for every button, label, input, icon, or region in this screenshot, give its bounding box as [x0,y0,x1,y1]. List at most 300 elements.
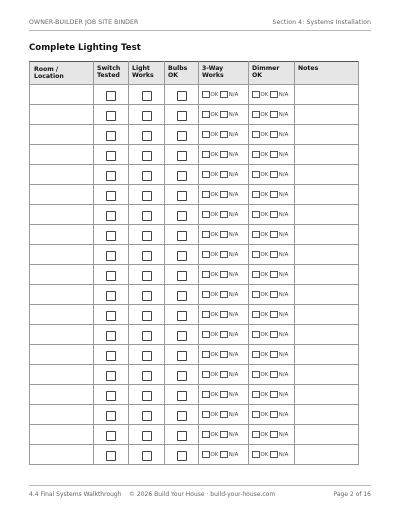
light-works-checkbox[interactable] [142,131,152,141]
three-way-cell [199,105,249,125]
dimmer-ok-checkbox[interactable] [252,391,260,399]
bulbs-ok-checkbox[interactable] [177,351,187,361]
switch-tested-cell [94,325,129,345]
notes-field[interactable] [295,385,359,405]
light-works-checkbox[interactable] [142,251,152,261]
three-way-ok-checkbox[interactable] [202,331,210,339]
footer-page-number: Page 2 of 16 [333,491,371,498]
dimmer-ok-label: OK [260,231,269,238]
table-row [30,185,359,205]
bulbs-ok-cell [165,145,199,165]
switch-tested-cell [94,165,129,185]
bulbs-ok-checkbox[interactable] [177,211,187,221]
dimmer-cell [249,125,295,145]
bulbs-ok-checkbox[interactable] [177,111,187,121]
bulbs-ok-checkbox[interactable] [177,91,187,101]
dimmer-cell [249,445,295,465]
table-row [30,405,359,425]
dimmer-cell [249,425,295,445]
notes-field[interactable] [295,225,359,245]
light-works-checkbox[interactable] [142,451,152,461]
three-way-na-checkbox[interactable] [220,111,228,119]
light-works-checkbox[interactable] [142,411,152,421]
dimmer-na-checkbox[interactable] [270,331,278,339]
switch-tested-checkbox[interactable] [106,131,116,141]
switch-tested-cell [94,265,129,285]
light-works-checkbox[interactable] [142,351,152,361]
dimmer-cell [249,225,295,245]
dimmer-cell [249,85,295,105]
bulbs-ok-cell [165,385,199,405]
three-way-na-checkbox[interactable] [220,431,228,439]
notes-field[interactable] [295,265,359,285]
light-works-cell [129,205,165,225]
table-row [30,105,359,125]
dimmer-na-label: N/A [278,431,289,438]
room-location-field[interactable] [30,305,94,325]
three-way-na-label: N/A [228,411,239,418]
notes-field[interactable] [295,325,359,345]
dimmer-ok-label: OK [260,311,269,318]
dimmer-na-checkbox[interactable] [270,371,278,379]
dimmer-na-label: N/A [278,351,289,358]
three-way-ok-checkbox[interactable] [202,431,210,439]
room-location-field[interactable] [30,165,94,185]
dimmer-na-checkbox[interactable] [270,171,278,179]
three-way-na-checkbox[interactable] [220,191,228,199]
three-way-ok-label: OK [210,251,219,258]
switch-tested-checkbox[interactable] [106,371,116,381]
dimmer-na-checkbox[interactable] [270,251,278,259]
three-way-na-label: N/A [228,131,239,138]
three-way-na-checkbox[interactable] [220,171,228,179]
dimmer-ok-checkbox[interactable] [252,151,260,159]
bulbs-ok-cell [165,205,199,225]
room-location-field[interactable] [30,265,94,285]
switch-tested-cell [94,85,129,105]
three-way-ok-label: OK [210,111,219,118]
footer-section: 4.4 Final Systems Walkthrough [29,491,122,498]
dimmer-na-checkbox[interactable] [270,111,278,119]
three-way-ok-label: OK [210,311,219,318]
dimmer-ok-label: OK [260,251,269,258]
dimmer-ok-label: OK [260,351,269,358]
three-way-na-label: N/A [228,211,239,218]
col-room-location: Room / Location [30,62,94,85]
dimmer-na-label: N/A [278,371,289,378]
light-works-checkbox[interactable] [142,371,152,381]
bulbs-ok-checkbox[interactable] [177,391,187,401]
dimmer-cell [249,345,295,365]
three-way-cell [199,265,249,285]
dimmer-na-checkbox[interactable] [270,391,278,399]
notes-field[interactable] [295,185,359,205]
room-location-field[interactable] [30,245,94,265]
col-dimmer-ok: Dimmer OK [249,62,295,85]
switch-tested-checkbox[interactable] [106,451,116,461]
bulbs-ok-cell [165,245,199,265]
dimmer-na-checkbox[interactable] [270,291,278,299]
three-way-ok-label: OK [210,91,219,98]
bulbs-ok-cell [165,365,199,385]
three-way-cell [199,205,249,225]
switch-tested-checkbox[interactable] [106,171,116,181]
three-way-ok-label: OK [210,171,219,178]
dimmer-ok-checkbox[interactable] [252,251,260,259]
three-way-ok-checkbox[interactable] [202,171,210,179]
three-way-ok-checkbox[interactable] [202,351,210,359]
light-works-checkbox[interactable] [142,291,152,301]
dimmer-ok-checkbox[interactable] [252,411,260,419]
light-works-checkbox[interactable] [142,331,152,341]
three-way-na-label: N/A [228,251,239,258]
notes-field[interactable] [295,145,359,165]
switch-tested-cell [94,445,129,465]
three-way-na-checkbox[interactable] [220,211,228,219]
table-row [30,345,359,365]
dimmer-na-checkbox[interactable] [270,211,278,219]
switch-tested-checkbox[interactable] [106,251,116,261]
switch-tested-checkbox[interactable] [106,431,116,441]
light-works-checkbox[interactable] [142,271,152,281]
room-location-field[interactable] [30,385,94,405]
three-way-na-checkbox[interactable] [220,391,228,399]
three-way-ok-checkbox[interactable] [202,411,210,419]
table-row [30,145,359,165]
three-way-ok-checkbox[interactable] [202,311,210,319]
three-way-na-checkbox[interactable] [220,371,228,379]
three-way-na-checkbox[interactable] [220,331,228,339]
light-works-checkbox[interactable] [142,391,152,401]
bulbs-ok-checkbox[interactable] [177,171,187,181]
bulbs-ok-checkbox[interactable] [177,311,187,321]
dimmer-cell [249,325,295,345]
three-way-na-checkbox[interactable] [220,151,228,159]
switch-tested-checkbox[interactable] [106,291,116,301]
light-works-cell [129,225,165,245]
switch-tested-cell [94,185,129,205]
light-works-checkbox[interactable] [142,431,152,441]
three-way-ok-checkbox[interactable] [202,211,210,219]
dimmer-cell [249,185,295,205]
switch-tested-checkbox[interactable] [106,311,116,321]
dimmer-na-checkbox[interactable] [270,131,278,139]
dimmer-ok-label: OK [260,91,269,98]
footer-copyright: © 2026 Build Your House · build-your-house.com [129,491,276,498]
three-way-ok-checkbox[interactable] [202,111,210,119]
dimmer-na-checkbox[interactable] [270,311,278,319]
light-works-cell [129,305,165,325]
room-location-field[interactable] [30,285,94,305]
room-location-field[interactable] [30,185,94,205]
switch-tested-cell [94,365,129,385]
three-way-na-label: N/A [228,171,239,178]
page-header [29,19,371,26]
three-way-cell [199,165,249,185]
notes-field[interactable] [295,345,359,365]
dimmer-ok-checkbox[interactable] [252,191,260,199]
room-location-field[interactable] [30,205,94,225]
table-header-row [30,62,359,85]
room-location-field[interactable] [30,425,94,445]
dimmer-na-checkbox[interactable] [270,351,278,359]
dimmer-na-checkbox[interactable] [270,151,278,159]
table-row [30,305,359,325]
dimmer-na-checkbox[interactable] [270,231,278,239]
dimmer-na-checkbox[interactable] [270,271,278,279]
switch-tested-checkbox[interactable] [106,411,116,421]
three-way-ok-checkbox[interactable] [202,391,210,399]
light-works-cell [129,445,165,465]
dimmer-na-checkbox[interactable] [270,411,278,419]
light-works-checkbox[interactable] [142,311,152,321]
light-works-checkbox[interactable] [142,151,152,161]
three-way-cell [199,225,249,245]
bulbs-ok-checkbox[interactable] [177,331,187,341]
dimmer-na-label: N/A [278,311,289,318]
three-way-ok-checkbox[interactable] [202,191,210,199]
room-location-field[interactable] [30,365,94,385]
header-section-title: Section 4: Systems Installation [272,19,371,26]
switch-tested-checkbox[interactable] [106,331,116,341]
bulbs-ok-checkbox[interactable] [177,451,187,461]
table-row [30,445,359,465]
bulbs-ok-cell [165,325,199,345]
three-way-ok-label: OK [210,451,219,458]
dimmer-ok-checkbox[interactable] [252,371,260,379]
dimmer-ok-label: OK [260,451,269,458]
dimmer-ok-label: OK [260,391,269,398]
dimmer-na-checkbox[interactable] [270,191,278,199]
three-way-na-label: N/A [228,91,239,98]
switch-tested-checkbox[interactable] [106,151,116,161]
dimmer-ok-checkbox[interactable] [252,111,260,119]
light-works-cell [129,165,165,185]
checklist-title: Complete Lighting Test [29,43,141,53]
three-way-na-checkbox[interactable] [220,351,228,359]
dimmer-na-label: N/A [278,411,289,418]
light-works-checkbox[interactable] [142,191,152,201]
three-way-ok-label: OK [210,431,219,438]
three-way-na-checkbox[interactable] [220,131,228,139]
three-way-ok-checkbox[interactable] [202,91,210,99]
three-way-na-label: N/A [228,151,239,158]
three-way-na-checkbox[interactable] [220,271,228,279]
table-row [30,425,359,445]
three-way-ok-label: OK [210,331,219,338]
three-way-ok-checkbox[interactable] [202,131,210,139]
bulbs-ok-cell [165,285,199,305]
three-way-ok-label: OK [210,411,219,418]
dimmer-cell [249,165,295,185]
notes-field[interactable] [295,125,359,145]
notes-field[interactable] [295,305,359,325]
bulbs-ok-checkbox[interactable] [177,131,187,141]
switch-tested-checkbox[interactable] [106,391,116,401]
switch-tested-cell [94,125,129,145]
three-way-ok-label: OK [210,271,219,278]
three-way-na-checkbox[interactable] [220,411,228,419]
three-way-ok-label: OK [210,191,219,198]
dimmer-ok-label: OK [260,131,269,138]
header-divider [29,30,371,31]
bulbs-ok-cell [165,225,199,245]
dimmer-ok-checkbox[interactable] [252,211,260,219]
dimmer-na-label: N/A [278,291,289,298]
room-location-field[interactable] [30,405,94,425]
three-way-ok-label: OK [210,351,219,358]
notes-field[interactable] [295,205,359,225]
three-way-ok-label: OK [210,231,219,238]
bulbs-ok-cell [165,185,199,205]
three-way-na-label: N/A [228,311,239,318]
table-row [30,85,359,105]
three-way-na-checkbox[interactable] [220,451,228,459]
light-works-checkbox[interactable] [142,111,152,121]
dimmer-na-checkbox[interactable] [270,91,278,99]
bulbs-ok-checkbox[interactable] [177,231,187,241]
dimmer-ok-label: OK [260,331,269,338]
light-works-checkbox[interactable] [142,171,152,181]
switch-tested-checkbox[interactable] [106,271,116,281]
three-way-na-checkbox[interactable] [220,311,228,319]
switch-tested-checkbox[interactable] [106,91,116,101]
light-works-checkbox[interactable] [142,211,152,221]
room-location-field[interactable] [30,225,94,245]
bulbs-ok-cell [165,405,199,425]
bulbs-ok-checkbox[interactable] [177,411,187,421]
notes-field[interactable] [295,165,359,185]
three-way-ok-checkbox[interactable] [202,151,210,159]
dimmer-ok-checkbox[interactable] [252,311,260,319]
three-way-na-checkbox[interactable] [220,291,228,299]
light-works-checkbox[interactable] [142,231,152,241]
three-way-na-label: N/A [228,331,239,338]
three-way-ok-label: OK [210,211,219,218]
three-way-ok-label: OK [210,291,219,298]
light-works-cell [129,385,165,405]
dimmer-ok-checkbox[interactable] [252,291,260,299]
bulbs-ok-cell [165,305,199,325]
dimmer-ok-checkbox[interactable] [252,171,260,179]
bulbs-ok-checkbox[interactable] [177,251,187,261]
room-location-field[interactable] [30,445,94,465]
dimmer-ok-label: OK [260,371,269,378]
bulbs-ok-checkbox[interactable] [177,431,187,441]
three-way-ok-checkbox[interactable] [202,271,210,279]
light-works-checkbox[interactable] [142,91,152,101]
three-way-na-checkbox[interactable] [220,91,228,99]
dimmer-cell [249,365,295,385]
dimmer-cell [249,105,295,125]
three-way-na-label: N/A [228,371,239,378]
room-location-field[interactable] [30,145,94,165]
dimmer-ok-checkbox[interactable] [252,131,260,139]
bulbs-ok-checkbox[interactable] [177,371,187,381]
dimmer-na-label: N/A [278,391,289,398]
lighting-test-table [29,61,359,465]
dimmer-ok-checkbox[interactable] [252,431,260,439]
dimmer-ok-checkbox[interactable] [252,91,260,99]
switch-tested-cell [94,405,129,425]
bulbs-ok-checkbox[interactable] [177,291,187,301]
notes-field[interactable] [295,285,359,305]
dimmer-na-checkbox[interactable] [270,451,278,459]
room-location-field[interactable] [30,105,94,125]
notes-field[interactable] [295,365,359,385]
room-location-field[interactable] [30,325,94,345]
dimmer-ok-checkbox[interactable] [252,331,260,339]
dimmer-ok-checkbox[interactable] [252,351,260,359]
three-way-na-label: N/A [228,231,239,238]
bulbs-ok-checkbox[interactable] [177,151,187,161]
light-works-cell [129,85,165,105]
dimmer-ok-label: OK [260,111,269,118]
light-works-cell [129,365,165,385]
dimmer-na-label: N/A [278,251,289,258]
dimmer-na-checkbox[interactable] [270,431,278,439]
notes-field[interactable] [295,245,359,265]
three-way-na-label: N/A [228,391,239,398]
notes-field[interactable] [295,85,359,105]
switch-tested-checkbox[interactable] [106,211,116,221]
three-way-na-checkbox[interactable] [220,251,228,259]
notes-field[interactable] [295,405,359,425]
bulbs-ok-checkbox[interactable] [177,191,187,201]
room-location-field[interactable] [30,85,94,105]
dimmer-ok-checkbox[interactable] [252,231,260,239]
col-three-way-works: 3-Way Works [199,62,249,85]
three-way-na-label: N/A [228,291,239,298]
notes-field[interactable] [295,425,359,445]
three-way-ok-checkbox[interactable] [202,231,210,239]
three-way-cell [199,405,249,425]
table-row [30,325,359,345]
three-way-na-checkbox[interactable] [220,231,228,239]
notes-field[interactable] [295,445,359,465]
dimmer-ok-checkbox[interactable] [252,451,260,459]
three-way-cell [199,425,249,445]
bulbs-ok-checkbox[interactable] [177,271,187,281]
switch-tested-checkbox[interactable] [106,111,116,121]
three-way-ok-checkbox[interactable] [202,371,210,379]
three-way-na-label: N/A [228,191,239,198]
switch-tested-checkbox[interactable] [106,191,116,201]
room-location-field[interactable] [30,345,94,365]
three-way-cell [199,325,249,345]
three-way-ok-checkbox[interactable] [202,251,210,259]
dimmer-cell [249,305,295,325]
three-way-na-label: N/A [228,111,239,118]
three-way-cell [199,285,249,305]
light-works-cell [129,105,165,125]
dimmer-ok-checkbox[interactable] [252,271,260,279]
room-location-field[interactable] [30,125,94,145]
footer-divider [29,485,371,486]
light-works-cell [129,425,165,445]
switch-tested-cell [94,285,129,305]
dimmer-cell [249,145,295,165]
three-way-ok-checkbox[interactable] [202,291,210,299]
switch-tested-checkbox[interactable] [106,231,116,241]
three-way-ok-checkbox[interactable] [202,451,210,459]
three-way-na-label: N/A [228,431,239,438]
light-works-cell [129,285,165,305]
switch-tested-checkbox[interactable] [106,351,116,361]
table-row [30,285,359,305]
light-works-cell [129,245,165,265]
notes-field[interactable] [295,105,359,125]
